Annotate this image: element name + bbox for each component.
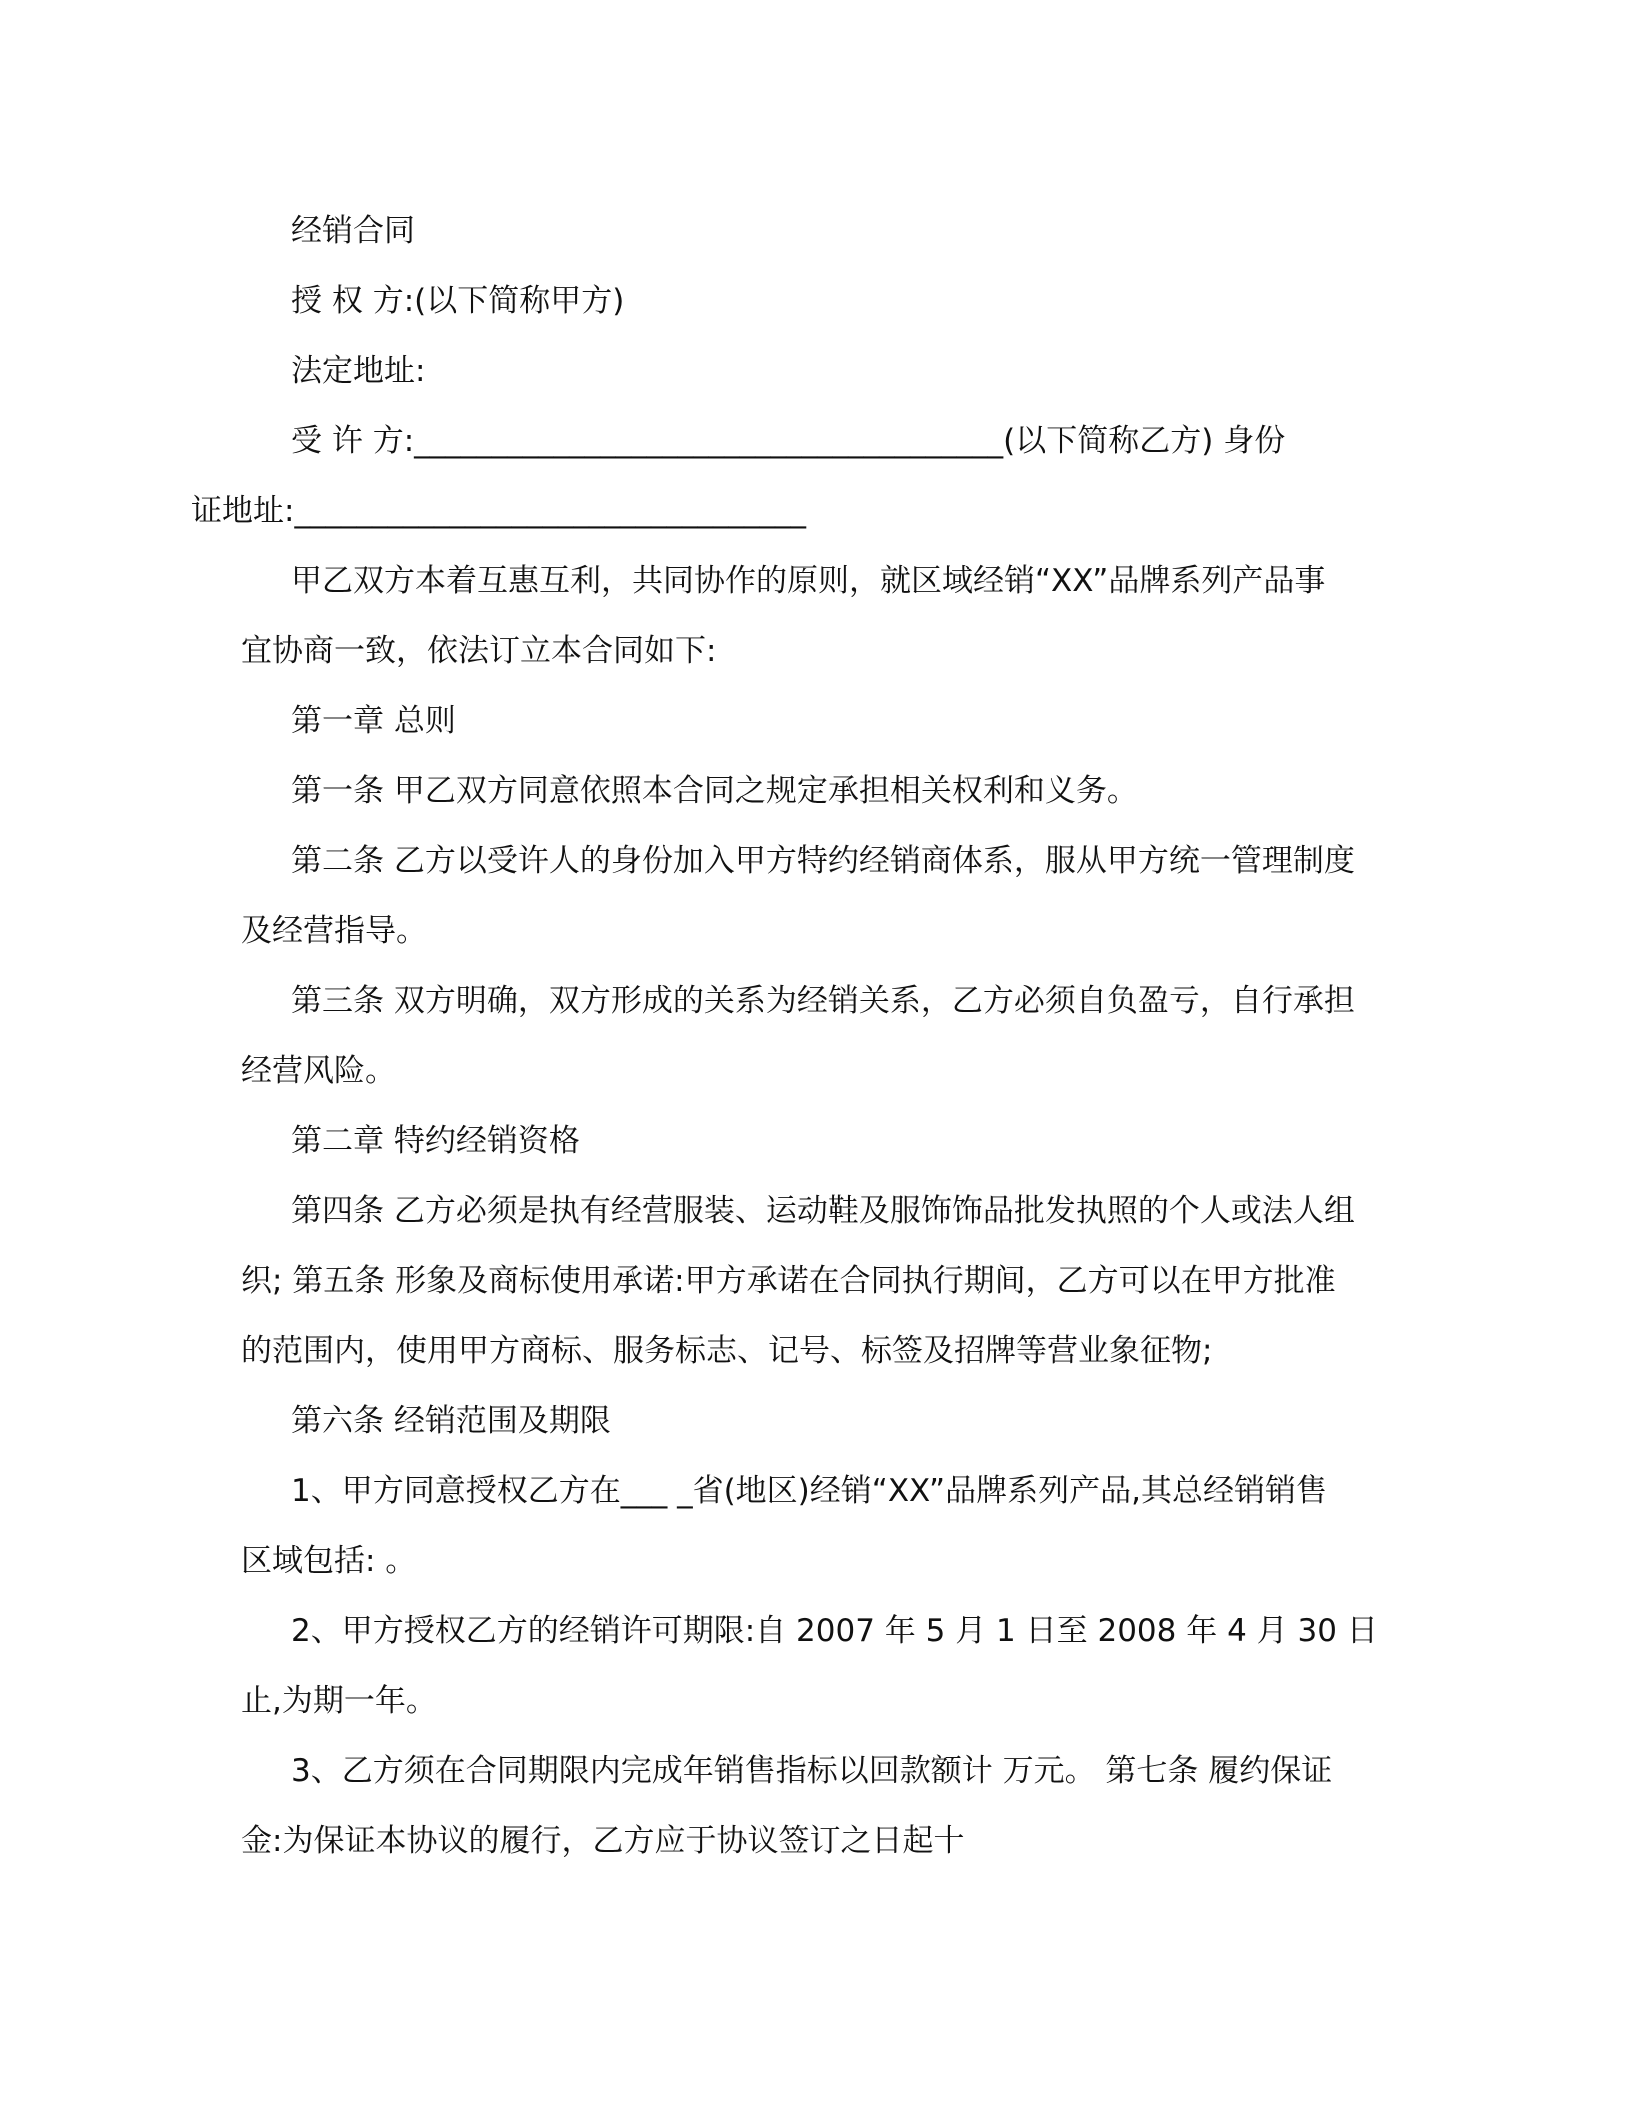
text-line: 第六条 经销范围及期限 [291, 1403, 611, 1439]
licensee-paragraph [191, 406, 1381, 546]
text-line: 2、甲方授权乙方的经销许可期限:自 2007 年 5 月 1 日至 2008 年 4 月 30 日 [291, 1613, 1378, 1649]
text-line: 止,为期一年。 [241, 1683, 437, 1719]
contract-title [241, 196, 1381, 266]
text-line: 第二条 乙方以受许人的身份加入甲方特约经销商体系，服从甲方统一管理制度 [291, 843, 1355, 879]
chapter-heading [241, 686, 1381, 756]
text-line: 3、乙方须在合同期限内完成年销售指标以回款额计 万元。 第七条 履约保证 [291, 1753, 1333, 1789]
chapter-heading [241, 1106, 1381, 1176]
text-line: 甲乙双方本着互惠互利，共同协作的原则，就区域经销“XX”品牌系列产品事 [291, 563, 1326, 599]
clause-paragraph [241, 1596, 1381, 1736]
text-line: 及经营指导。 [241, 913, 427, 949]
text-line: 受 许 方:______________________________________(以下简称乙方) 身份 [291, 423, 1286, 459]
article-paragraph [241, 826, 1381, 966]
text-line: 宜协商一致，依法订立本合同如下: [241, 633, 717, 669]
text-line: 织; 第五条 形象及商标使用承诺:甲方承诺在合同执行期间，乙方可以在甲方批准 [241, 1263, 1336, 1299]
text-line: 区域包括: 。 [241, 1543, 417, 1579]
licensor-line [241, 266, 1381, 336]
preamble-paragraph [241, 546, 1381, 686]
article-paragraph [241, 756, 1381, 826]
text-line: 金:为保证本协议的履行，乙方应于协议签订之日起十 [241, 1823, 965, 1859]
text-line: 证地址:_________________________________ [191, 493, 806, 529]
clause-paragraph [241, 1736, 1381, 1876]
text-line: 经营风险。 [241, 1053, 396, 1089]
clause-paragraph [241, 1456, 1381, 1596]
contract-body [191, 196, 1381, 1876]
text-line: 第四条 乙方必须是执有经营服装、运动鞋及服饰饰品批发执照的个人或法人组 [291, 1193, 1355, 1229]
text-line: 经销合同 [291, 213, 415, 249]
text-line: 第一条 甲乙双方同意依照本合同之规定承担相关权利和义务。 [291, 773, 1138, 809]
legal-address-line [241, 336, 1381, 406]
article-paragraph [241, 1176, 1381, 1386]
article-paragraph [241, 966, 1381, 1106]
text-line: 第一章 总则 [291, 703, 456, 739]
text-line: 第三条 双方明确，双方形成的关系为经销关系，乙方必须自负盈亏，自行承担 [291, 983, 1355, 1019]
text-line: 授 权 方:(以下简称甲方) [291, 283, 625, 319]
text-line: 的范围内，使用甲方商标、服务标志、记号、标签及招牌等营业象征物; [241, 1333, 1213, 1369]
text-line: 法定地址: [291, 353, 426, 389]
text-line: 第二章 特约经销资格 [291, 1123, 580, 1159]
article-heading [241, 1386, 1381, 1456]
text-line: 1、甲方同意授权乙方在___ _省(地区)经销“XX”品牌系列产品,其总经销销售 [291, 1473, 1327, 1509]
